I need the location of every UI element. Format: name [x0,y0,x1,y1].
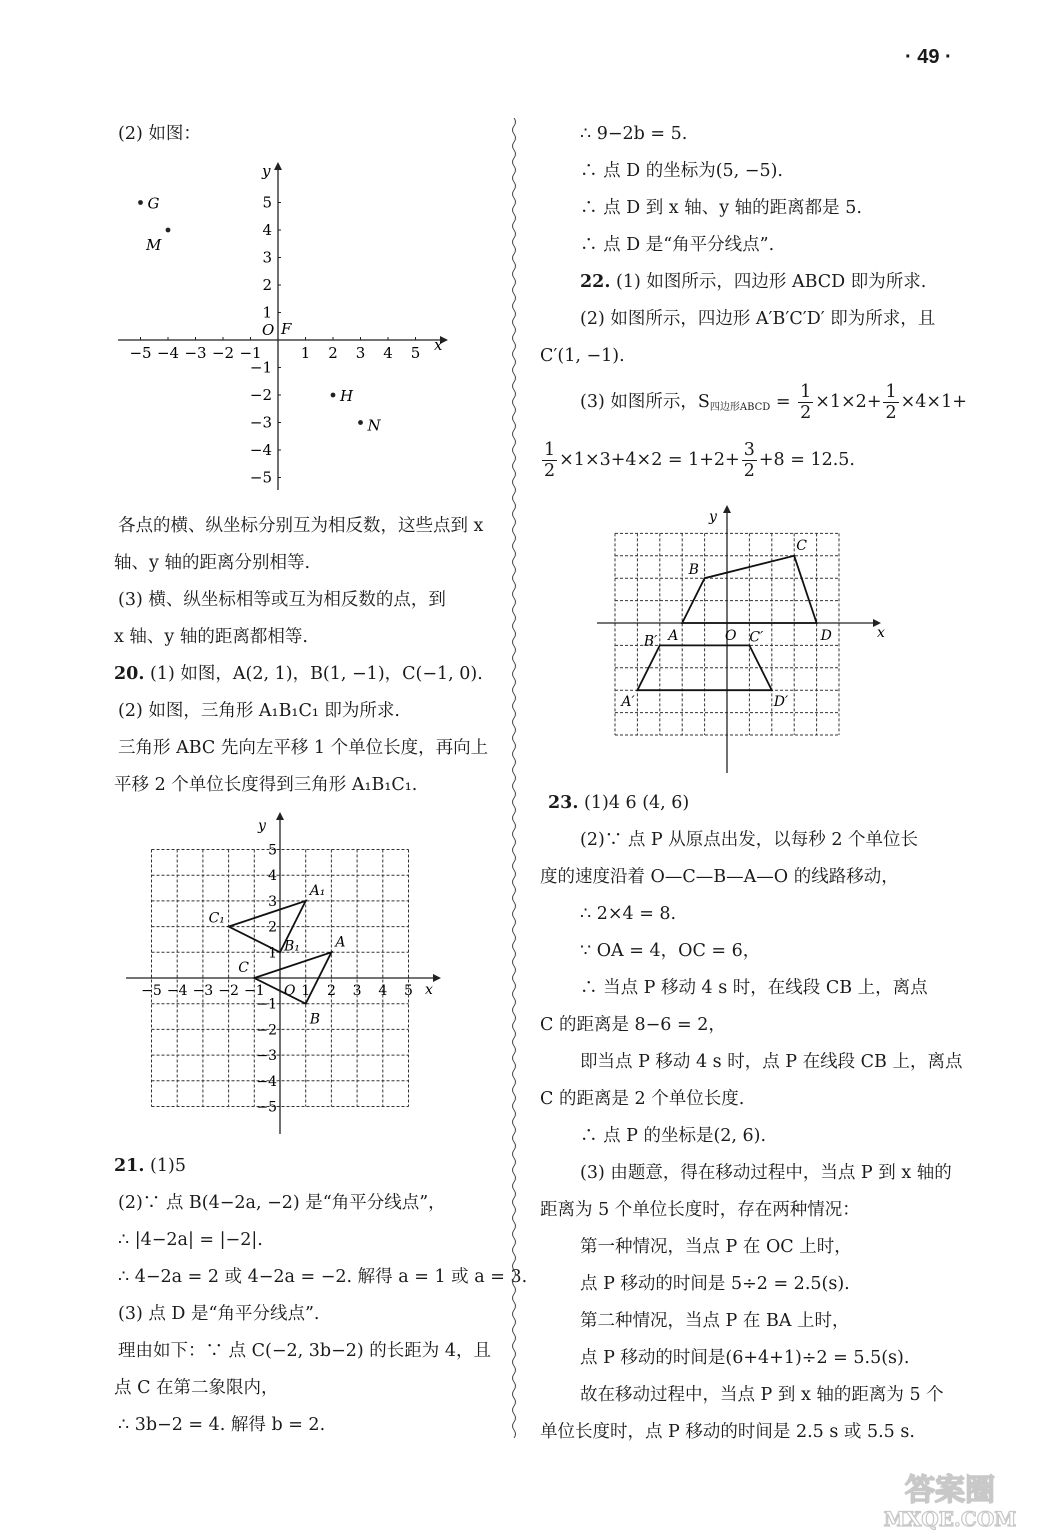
y-axis-arrow [276,812,284,820]
text-segment: +8 = 12.5. [758,450,855,471]
x-tick-label: −5 [129,344,152,362]
y-tick-label: 2 [268,919,277,936]
y-tick-label: −5 [249,468,272,487]
quad-ABCD-vertex-label: C [796,537,807,554]
text-line: ∴ 9−2b = 5. [580,124,688,144]
figure-20-triangles [120,812,450,1137]
y-tick-label: −5 [256,1099,277,1116]
quad-A1B1C1D1-vertex-label: C′ [749,629,764,646]
area-formula-line2 [540,440,855,481]
subscript: 四边形ABCD [709,402,771,414]
y-tick-label: −4 [256,1073,277,1090]
fraction-denominator: 2 [743,461,755,482]
y-tick-label: 5 [262,193,272,212]
point-H [331,393,336,398]
triangle-A1B1C1-vertex-label: C₁ [208,910,225,927]
x-tick-label: 1 [300,344,311,362]
origin-label: O [284,983,296,999]
point-N [358,420,363,425]
text-line: 第二种情况，当点 P 在 BA 上时， [580,1311,850,1331]
text-segment: = [770,392,797,413]
fraction-denominator: 2 [885,403,897,424]
y-tick-label: 3 [262,248,272,267]
y-tick-label: 4 [262,221,272,239]
text-line: 点 P 移动的时间是(6+4+1)÷2 = 5.5(s). [580,1348,910,1368]
y-axis-arrow [274,162,282,170]
x-tick-label: −1 [243,983,265,999]
y-tick-label: −2 [256,1022,277,1039]
fraction [542,440,557,481]
quad-A1B1C1D1-vertex-label: B′ [643,633,658,650]
text-line: 点 P 移动的时间是 5÷2 = 2.5(s). [580,1274,850,1294]
text-line: 单位长度时，点 P 移动的时间是 2.5 s 或 5.5 s. [540,1422,915,1442]
text-line: ∴ 当点 P 移动 4 s 时，在线段 CB 上，离点 [580,978,928,998]
text-line: ∴ |4−2a| = |−2|. [118,1230,263,1250]
x-axis-label: x [425,982,433,998]
fraction-numerator: 1 [885,382,897,402]
watermark-bottom: MXQE.COM [883,1507,1017,1530]
triangle-A1B1C1-vertex-label: B₁ [284,938,300,955]
text-line: 故在移动过程中，当点 P 到 x 轴的距离为 5 个 [580,1385,944,1405]
text-line: ∴ 2×4 = 8. [580,904,677,924]
y-axis-label: y [709,509,717,525]
point-label-M: M [146,236,162,254]
text-segment: (3) 如图所示，S [580,392,710,413]
text-line: (3) 横、纵坐标相等或互为相反数的点，到 [118,590,446,610]
quad-ABCD-vertex-label: A [668,628,679,644]
text-line: ∵ OA = 4，OC = 6， [580,941,761,961]
text-line: (2) 如图： [118,124,201,144]
text-line: ∴ 点 D 到 x 轴、y 轴的距离都是 5. [580,198,862,218]
y-tick-label: −1 [256,996,277,1013]
text-line: 度的速度沿着 O—C—B—A—O 的线路移动， [540,867,899,887]
question-number: 22. [580,272,611,292]
point-label-N: N [367,416,381,435]
text-line: (2)∵ 点 P 从原点出发，以每秒 2 个单位长 [580,830,919,850]
fraction [883,382,898,423]
x-tick-label: −4 [156,344,180,362]
text-line: (2) 如图，三角形 A₁B₁C₁ 即为所求. [118,701,400,721]
y-axis-label: y [262,162,271,180]
triangle-ABC-vertex-label: A [335,934,346,951]
watermark-top: 答案圈 [905,1473,995,1508]
text-line: (1)5 [150,1156,186,1176]
page-number: · 49 · [905,46,952,68]
origin-label: O [725,628,737,644]
fraction [798,382,813,423]
fraction-denominator: 2 [800,403,812,424]
x-tick-label: 2 [328,344,338,362]
point-G [138,200,143,205]
y-tick-label: −4 [249,441,272,459]
y-tick-label: 1 [262,303,272,322]
fraction [742,440,757,481]
text-line: ∴ 3b−2 = 4. 解得 b = 2. [118,1415,326,1435]
triangle-ABC-vertex-label: B [309,1011,320,1028]
fig19-group [118,162,448,490]
x-tick-label: −4 [166,983,188,999]
text-line: ∴ 点 D 是“角平分线点”. [580,235,775,255]
text-line: 平移 2 个单位长度得到三角形 A₁B₁C₁. [114,775,418,795]
text-line: (3) 点 D 是“角平分线点”. [118,1304,320,1324]
y-axis-label: y [258,818,266,834]
text-line: 第一种情况，当点 P 在 OC 上时， [580,1237,852,1257]
question-21 [114,1158,186,1176]
text-line: (2)∵ 点 B(4−2a, −2) 是“角平分线点”， [118,1193,446,1213]
x-tick-label: 5 [410,344,421,362]
x-tick-label: 5 [404,983,413,999]
point-label-F: F [281,320,292,338]
x-tick-label: −3 [184,344,207,362]
text-line: C 的距离是 2 个单位长度. [540,1089,745,1109]
x-tick-label: 1 [301,983,311,999]
triangle-A1B1C1-vertex-label: A₁ [309,882,326,899]
triangle-ABC-vertex-label: C [238,960,250,976]
x-tick-label: −5 [141,983,162,999]
x-tick-label: 3 [355,344,366,362]
text-line: 即当点 P 移动 4 s 时，点 P 在线段 CB 上，离点 [580,1052,963,1072]
quad-A1B1C1D1-vertex-label: A′ [621,694,635,711]
text-line: 距离为 5 个单位长度时，存在两种情况： [540,1200,860,1220]
fraction-numerator: 3 [743,440,755,460]
fig20-group [126,812,441,1134]
point-M [166,228,171,233]
text-line: (1) 如图所示，四边形 ABCD 即为所求. [616,272,927,292]
y-axis-arrow [723,505,731,513]
figure-19-coordinate-plane [110,160,450,495]
text-line: 轴、y 轴的距离分别相等. [114,553,311,573]
text-line: ∴ 4−2a = 2 或 4−2a = −2. 解得 a = 1 或 a = 3. [118,1267,528,1287]
column-divider [510,118,518,1438]
text-line: (3) 由题意，得在移动过程中，当点 P 到 x 轴的 [580,1163,952,1183]
x-axis-label: x [434,336,443,354]
y-tick-label: 5 [268,842,277,859]
x-axis-arrow [433,974,441,982]
text-segment: ×4×1+ [900,392,967,413]
text-segment: ×1×3+4×2 = 1+2+ [559,450,740,471]
y-tick-label: 2 [262,276,272,294]
fraction-denominator: 2 [544,461,556,482]
y-tick-label: 3 [268,893,277,910]
x-tick-label: 4 [378,983,388,999]
text-line: 点 C 在第二象限内， [114,1378,279,1398]
text-line: ∴ 点 D 的坐标为(5, −5). [580,161,783,181]
area-formula-line1 [580,382,967,423]
quad-ABCD-vertex-label: B [688,562,699,579]
y-tick-label: −3 [256,1048,277,1065]
text-line: (2) 如图所示，四边形 A′B′C′D′ 即为所求，且 [580,309,936,329]
question-23 [548,795,689,813]
origin-label: O [262,321,275,339]
text-line: C 的距离是 8−6 = 2， [540,1015,726,1035]
text-line: 各点的横、纵坐标分别互为相反数，这些点到 x [118,516,484,536]
x-tick-label: −3 [192,983,214,999]
x-tick-label: 3 [352,983,362,999]
quad-ABCD-vertex-label: D [820,628,832,644]
x-axis-label: x [877,625,885,641]
question-22 [580,274,926,292]
text-line: C′(1, −1). [540,346,625,366]
fraction-numerator: 1 [544,440,556,460]
text-line: 三角形 ABC 先向左平移 1 个单位长度，再向上 [118,738,489,758]
y-tick-label: −1 [249,358,272,377]
y-tick-label: 1 [268,945,277,962]
x-tick-label: −2 [218,983,239,999]
text-line: (1)4 6 (4, 6) [584,793,690,813]
y-tick-label: 4 [268,868,277,885]
x-tick-label: −2 [211,344,235,362]
question-number: 21. [114,1156,145,1176]
question-number: 23. [548,793,579,813]
x-tick-label: 4 [383,344,393,362]
text-line: x 轴、y 轴的距离都相等. [114,627,308,647]
question-20 [114,666,483,684]
figure-22-quadrilaterals [592,505,892,775]
text-segment: ×1×2+ [815,392,882,413]
point-label-H: H [340,387,354,405]
watermark-logo [860,1470,1040,1530]
question-number: 20. [114,664,145,684]
fraction-numerator: 1 [800,382,812,402]
quad-A1B1C1D1-vertex-label: D′ [773,694,789,711]
x-tick-label: −1 [239,344,262,362]
text-line: ∴ 点 P 的坐标是(2, 6). [580,1126,767,1146]
text-line: (1) 如图，A(2, 1)，B(1, −1)，C(−1, 0). [150,664,483,684]
point-label-G: G [147,194,160,213]
y-tick-label: −2 [249,386,272,404]
y-tick-label: −3 [249,413,272,432]
x-tick-label: 2 [326,983,336,999]
fig22-group [597,505,885,773]
text-line: 理由如下：∵ 点 C(−2, 3b−2) 的长距为 4，且 [118,1341,491,1361]
